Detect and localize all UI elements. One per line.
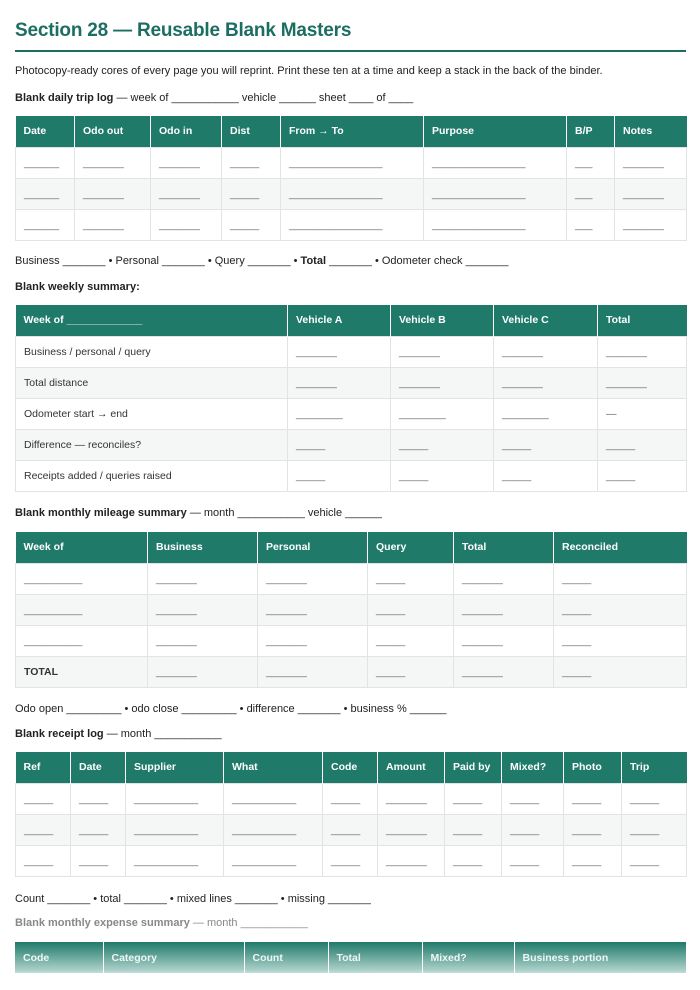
expense-col-header: Code (15, 942, 103, 973)
expense-summary-table (15, 942, 686, 973)
monthly-heading-bold: Blank monthly mileage summary (15, 507, 187, 519)
weekly-cell: _______ (288, 336, 391, 367)
receipt-col-header: Date (71, 752, 126, 783)
daily-cell: _______ (75, 209, 151, 240)
receipt-col-header: Trip (622, 752, 687, 783)
daily-cell: ______ (16, 147, 75, 178)
monthly-cell: _____ (368, 563, 454, 594)
receipt-cell: _____ (622, 783, 687, 814)
weekly-cell: Receipts added / queries raised (16, 460, 288, 491)
daily-cell: _______ (151, 147, 222, 178)
receipt-cell: _____ (564, 845, 622, 876)
daily-col-header: Dist (222, 116, 281, 147)
daily-footer-b: _______ • Odometer check _______ (326, 255, 509, 267)
daily-cell: _____ (222, 209, 281, 240)
weekly-cell: Odometer start → end (16, 398, 288, 429)
receipt-cell: _____ (564, 783, 622, 814)
daily-col-header: B/P (567, 116, 615, 147)
table-row (16, 563, 687, 594)
weekly-cell: _____ (288, 429, 391, 460)
expense-col-header: Category (103, 942, 244, 973)
receipt-cell: ___________ (224, 845, 323, 876)
weekly-cell: ________ (494, 398, 598, 429)
weekly-heading (15, 281, 140, 293)
daily-cell: _______ (75, 147, 151, 178)
weekly-cell: Business / personal / query (16, 336, 288, 367)
weekly-col-header: Total (598, 305, 687, 336)
monthly-cell: _______ (148, 563, 258, 594)
weekly-cell: _____ (391, 460, 494, 491)
expense-heading (15, 917, 308, 929)
monthly-cell: _______ (454, 656, 554, 687)
monthly-cell: TOTAL (16, 656, 148, 687)
expense-col-header: Business portion (514, 942, 686, 973)
weekly-cell: _______ (598, 336, 687, 367)
receipt-cell: _____ (502, 814, 564, 845)
receipt-cell: _____ (622, 814, 687, 845)
receipt-cell: ___________ (126, 783, 224, 814)
table-row (16, 460, 687, 491)
weekly-cell: _______ (288, 367, 391, 398)
receipt-col-header: Paid by (445, 752, 502, 783)
daily-cell: ______ (16, 209, 75, 240)
receipt-cell: _____ (323, 814, 378, 845)
monthly-mileage-table (15, 532, 687, 688)
weekly-cell: _______ (494, 367, 598, 398)
daily-col-header: From → To (281, 116, 424, 147)
monthly-cell: _______ (258, 563, 368, 594)
weekly-cell: _______ (598, 367, 687, 398)
monthly-cell: _______ (454, 594, 554, 625)
title-rule (15, 50, 686, 52)
weekly-cell: _____ (494, 429, 598, 460)
table-row (16, 336, 687, 367)
receipt-cell: _____ (71, 783, 126, 814)
section-title: Section 28 — Reusable Blank Masters (15, 20, 352, 41)
receipt-col-header: Supplier (126, 752, 224, 783)
monthly-cell: _____ (554, 625, 687, 656)
monthly-col-header: Business (148, 532, 258, 563)
weekly-col-header: Vehicle C (494, 305, 598, 336)
table-row (16, 147, 687, 178)
monthly-cell: _____ (368, 625, 454, 656)
receipt-cell: _____ (445, 814, 502, 845)
table-row (16, 398, 687, 429)
monthly-cell: _____ (554, 656, 687, 687)
daily-cell: _____ (222, 178, 281, 209)
daily-cell: ___ (567, 147, 615, 178)
receipt-col-header: Mixed? (502, 752, 564, 783)
daily-cell: _______ (615, 209, 687, 240)
monthly-cell: _______ (454, 563, 554, 594)
daily-col-header: Purpose (424, 116, 567, 147)
receipt-cell: _______ (378, 814, 445, 845)
weekly-cell: _____ (391, 429, 494, 460)
intro-text: Photocopy-ready cores of every page you will reprint. Print these ten at a time and keep a stack in the back of the binder. (15, 65, 603, 77)
monthly-cell: _____ (554, 594, 687, 625)
daily-col-header: Notes (615, 116, 687, 147)
weekly-cell: Difference — reconciles? (16, 429, 288, 460)
monthly-cell: _____ (554, 563, 687, 594)
daily-cell: ________________ (281, 209, 424, 240)
receipt-col-header: Photo (564, 752, 622, 783)
monthly-heading-rest: — month ___________ vehicle ______ (186, 507, 382, 519)
daily-footer-total: Total (300, 255, 327, 267)
receipt-heading-bold: Blank receipt log (15, 728, 104, 740)
page-fade (15, 970, 686, 990)
weekly-heading-bold: Blank weekly summary: (15, 281, 140, 293)
weekly-cell: _____ (494, 460, 598, 491)
daily-trip-table (15, 116, 687, 241)
weekly-cell: ________ (288, 398, 391, 429)
monthly-cell: _______ (148, 656, 258, 687)
table-row (16, 656, 687, 687)
monthly-cell: __________ (16, 625, 148, 656)
monthly-cell: _______ (454, 625, 554, 656)
receipt-cell: _____ (445, 845, 502, 876)
table-row (16, 845, 687, 876)
weekly-summary-table (15, 305, 687, 492)
receipt-cell: ___________ (224, 783, 323, 814)
monthly-col-header: Week of (16, 532, 148, 563)
monthly-cell: _______ (258, 625, 368, 656)
daily-cell: _____ (222, 147, 281, 178)
receipt-col-header: What (224, 752, 323, 783)
weekly-col-header: Vehicle A (288, 305, 391, 336)
receipt-cell: _____ (502, 845, 564, 876)
monthly-footer: Odo open _________ • odo close _________ • difference _______ • business % ______ (15, 703, 447, 715)
receipt-cell: _____ (16, 783, 71, 814)
monthly-cell: __________ (16, 563, 148, 594)
table-row (16, 209, 687, 240)
daily-footer-a: Business _______ • Personal _______ • Query _______ • (15, 255, 301, 267)
daily-cell: _______ (151, 178, 222, 209)
table-row (16, 594, 687, 625)
monthly-col-header: Query (368, 532, 454, 563)
receipt-cell: _____ (564, 814, 622, 845)
receipt-cell: _____ (16, 845, 71, 876)
table-row (16, 367, 687, 398)
monthly-cell: _____ (368, 656, 454, 687)
receipt-cell: _____ (71, 845, 126, 876)
table-row (16, 429, 687, 460)
receipt-col-header: Amount (378, 752, 445, 783)
receipt-cell: _____ (16, 814, 71, 845)
receipt-heading (15, 728, 222, 740)
monthly-cell: _______ (148, 594, 258, 625)
receipt-cell: ___________ (224, 814, 323, 845)
daily-cell: _______ (615, 178, 687, 209)
daily-cell: ________________ (281, 147, 424, 178)
daily-cell: ________________ (424, 209, 567, 240)
table-row (16, 625, 687, 656)
weekly-col-header: Week of _____________ (16, 305, 288, 336)
receipt-cell: _____ (323, 783, 378, 814)
weekly-cell: _______ (494, 336, 598, 367)
daily-cell: ________________ (281, 178, 424, 209)
weekly-cell: _______ (391, 367, 494, 398)
monthly-col-header: Reconciled (554, 532, 687, 563)
receipt-col-header: Ref (16, 752, 71, 783)
daily-col-header: Odo out (75, 116, 151, 147)
daily-heading (15, 92, 413, 104)
table-row (16, 814, 687, 845)
weekly-cell: _____ (598, 429, 687, 460)
weekly-col-header: Vehicle B (391, 305, 494, 336)
daily-cell: ___ (567, 209, 615, 240)
receipt-heading-rest: — month ___________ (103, 728, 222, 740)
table-row (16, 783, 687, 814)
receipt-cell: _____ (71, 814, 126, 845)
monthly-col-header: Total (454, 532, 554, 563)
daily-cell: ___ (567, 178, 615, 209)
daily-cell: ______ (16, 178, 75, 209)
weekly-cell: — (598, 398, 687, 429)
table-row (16, 178, 687, 209)
receipt-cell: ___________ (126, 814, 224, 845)
expense-heading-bold: Blank monthly expense summary (15, 917, 190, 929)
receipt-cell: ___________ (126, 845, 224, 876)
weekly-cell: ________ (391, 398, 494, 429)
daily-heading-bold: Blank daily trip log (15, 92, 114, 104)
receipt-cell: _______ (378, 845, 445, 876)
weekly-cell: Total distance (16, 367, 288, 398)
monthly-col-header: Personal (258, 532, 368, 563)
daily-col-header: Odo in (151, 116, 222, 147)
monthly-cell: _______ (148, 625, 258, 656)
daily-col-header: Date (16, 116, 75, 147)
receipt-cell: _____ (622, 845, 687, 876)
daily-cell: ________________ (424, 147, 567, 178)
daily-cell: _______ (615, 147, 687, 178)
receipt-cell: _______ (378, 783, 445, 814)
daily-cell: _______ (151, 209, 222, 240)
receipt-cell: _____ (323, 845, 378, 876)
receipt-log-table (15, 752, 687, 877)
receipt-cell: _____ (445, 783, 502, 814)
weekly-cell: _____ (598, 460, 687, 491)
monthly-cell: _______ (258, 594, 368, 625)
monthly-cell: _____ (368, 594, 454, 625)
expense-col-header: Count (244, 942, 328, 973)
daily-cell: _______ (75, 178, 151, 209)
daily-cell: ________________ (424, 178, 567, 209)
daily-heading-rest: — week of ___________ vehicle ______ sheet ____ of ____ (113, 92, 414, 104)
receipt-col-header: Code (323, 752, 378, 783)
receipt-footer: Count _______ • total _______ • mixed lines _______ • missing _______ (15, 893, 371, 905)
weekly-cell: _____ (288, 460, 391, 491)
monthly-cell: _______ (258, 656, 368, 687)
daily-footer (15, 255, 508, 267)
expense-col-header: Total (328, 942, 422, 973)
expense-col-header: Mixed? (422, 942, 514, 973)
expense-heading-rest: — month ___________ (189, 917, 308, 929)
weekly-cell: _______ (391, 336, 494, 367)
receipt-cell: _____ (502, 783, 564, 814)
monthly-heading (15, 507, 382, 519)
monthly-cell: __________ (16, 594, 148, 625)
